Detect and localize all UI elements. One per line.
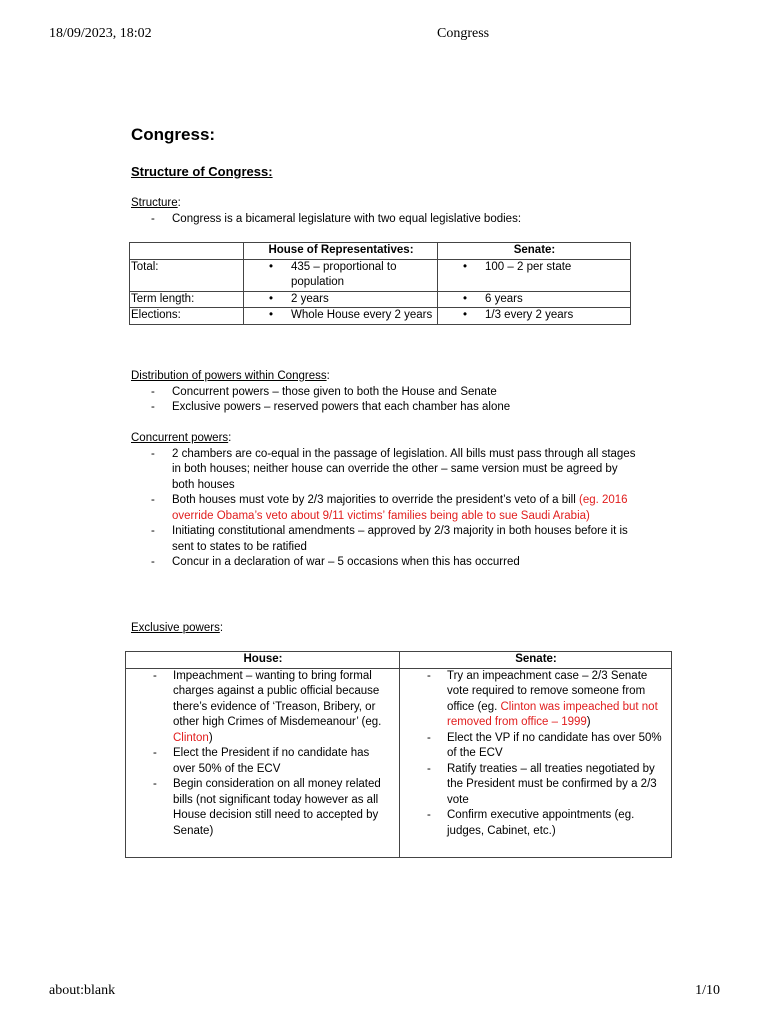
distribution-section: Distribution of powers within Congress: - Concurrent powers – those given to both the House and Senate - Exclusive powers – reserved powers that each chamber has alone [131, 369, 651, 416]
print-page-number: 1/10 [695, 983, 720, 998]
list-item: - Confirm executive appointments (eg. judges, Cabinet, etc.) [401, 808, 671, 839]
table-row [130, 308, 631, 325]
house-value: • Whole House every 2 years [245, 308, 437, 324]
senate-powers-cell [400, 668, 672, 857]
house-value: • 435 – proportional to population [245, 260, 437, 291]
list-item: - Congress is a bicameral legislature with two equal legislative bodies: [131, 212, 651, 228]
exclusive-heading-line: Exclusive powers: [131, 622, 224, 634]
distribution-heading: Distribution of powers within Congress [131, 370, 327, 382]
list-item: - Elect the VP if no candidate has over 50% of the ECV [401, 731, 671, 762]
senate-value: • 6 years [439, 292, 630, 308]
senate-value: • 1/3 every 2 years [439, 308, 630, 324]
structure-heading: Structure [131, 197, 178, 209]
list-item: - Initiating constitutional amendments – approved by 2/3 majority in both houses before it is sent to states to be ratified [131, 524, 641, 555]
list-item: - Try an impeachment case – 2/3 Senate vote required to remove someone from office (eg. Clinton was impeached but not removed from office – 1999) [401, 669, 671, 731]
senate-value: • 100 – 2 per state [439, 260, 630, 276]
concurrent-heading: Concurrent powers [131, 432, 229, 444]
row-label: Term length: [130, 291, 244, 308]
print-url: about:blank [49, 983, 116, 998]
table-header-senate: Senate: [438, 243, 631, 260]
list-item: - Concurrent powers – those given to both the House and Senate [131, 385, 651, 401]
row-label: Total: [130, 259, 244, 291]
example-note: (eg. 2016 override Obama’s veto about 9/11 victims’ families being able to sue Saudi Arabia) [172, 494, 628, 522]
table-header-blank [130, 243, 244, 260]
print-doc-title: Congress [437, 26, 490, 41]
list-item: - Both houses must vote by 2/3 majorities to override the president’s veto of a bill (eg. 2016 override Obama’s veto about 9/11 victims’ families being able to sue Saudi Arabia) [131, 493, 641, 524]
structure-section: Structure: - Congress is a bicameral legislature with two equal legislative bodies: [131, 196, 651, 227]
table-row [130, 291, 631, 308]
print-datetime: 18/09/2023, 18:02 [49, 26, 152, 41]
chambers-table [129, 242, 631, 325]
list-item: - Concur in a declaration of war – 5 occasions when this has occurred [131, 555, 641, 571]
table-header-house: House of Representatives: [244, 243, 438, 260]
table-header-senate: Senate: [400, 652, 672, 669]
house-powers-cell [126, 668, 400, 857]
list-item: - Ratify treaties – all treaties negotiated by the President must be confirmed by a 2/3 vote [401, 762, 671, 809]
exclusive-heading: Exclusive powers [131, 622, 220, 634]
list-item: - Begin consideration on all money related bills (not significant today however as all House decision still need to accepted by Senate) [127, 777, 399, 839]
table-row [130, 259, 631, 291]
row-label: Elections: [130, 308, 244, 325]
house-value: • 2 years [245, 292, 437, 308]
list-item: - 2 chambers are co-equal in the passage of legislation. All bills must pass through all stages in both houses; neither house can override the other – same version must be agreed by both houses [131, 447, 641, 494]
list-item: - Elect the President if no candidate has over 50% of the ECV [127, 746, 399, 777]
exclusive-powers-table [125, 651, 672, 858]
concurrent-section: Concurrent powers: - 2 chambers are co-equal in the passage of legislation. All bills must pass through all stages in both houses; neither house can override the other – same version must be agreed by both houses - Both houses must vote by 2/3 majorities to override the president’s veto of a bill (eg. 2016 override Obama’s veto about 9/11 victims’ families being able to sue Saudi Arabia) - Initiating constitutional amendments – approved by 2/3 majority in both houses before it is sent to states to be ratified - Concur in a declaration of war – 5 occasions when this has occurred [131, 431, 641, 571]
page-title: Congress: [131, 125, 216, 144]
section-subtitle: Structure of Congress: [131, 164, 273, 179]
list-item: - Impeachment – wanting to bring formal charges against a public official because there’s evidence of ‘Treason, Bribery, or other high Crimes of Misdemeanour’ (eg. Clinton) [127, 669, 399, 747]
list-item: - Exclusive powers – reserved powers that each chamber has alone [131, 400, 651, 416]
table-header-house: House: [126, 652, 400, 669]
